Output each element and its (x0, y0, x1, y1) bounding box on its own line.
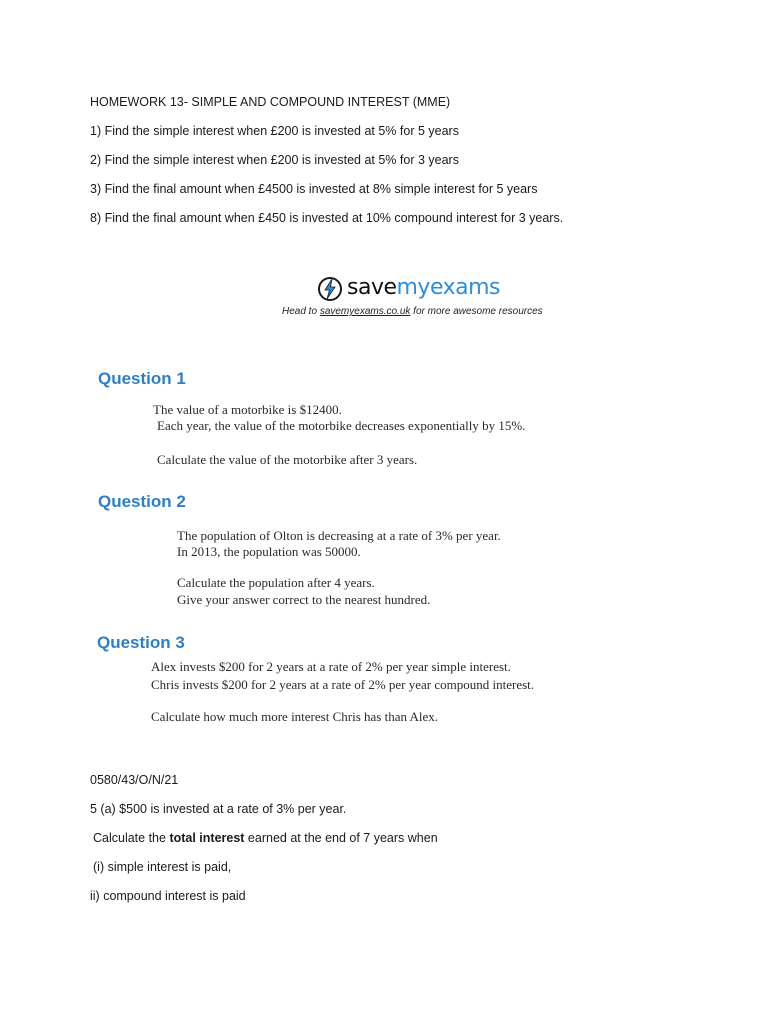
savemyexams-logo (317, 275, 507, 305)
question-2-line-2: In 2013, the population was 50000. (177, 544, 361, 559)
question-3-heading: Question 3 (97, 633, 185, 652)
question-1-line-2: Each year, the value of the motorbike decreases exponentially by 15%. (157, 418, 526, 433)
homework-question-8: 8) Find the final amount when £450 is invested at 10% compound interest for 3 years. (90, 211, 564, 225)
logo-my-text: my (396, 275, 430, 300)
question-3-line-3: Calculate how much more interest Chris has than Alex. (151, 709, 439, 724)
tagline-link[interactable]: savemyexams.co.uk (319, 306, 411, 317)
lightning-bolt-icon (317, 276, 343, 302)
paper-code: 0580/43/O/N/21 (90, 773, 179, 787)
question-3-line-1: Alex invests $200 for 2 years at a rate of 2% per year simple interest. (151, 659, 511, 674)
homework-question-1: 1) Find the simple interest when £200 is invested at 5% for 5 years (90, 124, 459, 138)
tagline-prefix: Head to (282, 306, 320, 317)
logo-exams-text: exams (429, 275, 500, 300)
question-1-line-3: Calculate the value of the motorbike after 3 years. (157, 452, 418, 467)
question-1-line-1: The value of a motorbike is $12400. (153, 402, 342, 417)
homework-title: HOMEWORK 13- SIMPLE AND COMPOUND INTEREST (MME) (90, 95, 451, 109)
homework-question-3: 3) Find the final amount when £4500 is invested at 8% simple interest for 5 years (90, 182, 538, 196)
question-2-line-1: The population of Olton is decreasing at a rate of 3% per year. (177, 528, 501, 543)
calculate-prefix: Calculate the (93, 831, 170, 845)
paper-part-i: (i) simple interest is paid, (93, 860, 232, 874)
logo-tagline (282, 306, 543, 317)
paper-question-5a: 5 (a) $500 is invested at a rate of 3% per year. (90, 802, 347, 816)
homework-question-2: 2) Find the simple interest when £200 is invested at 5% for 3 years (90, 153, 459, 167)
question-2-line-3: Calculate the population after 4 years. (177, 575, 375, 590)
tagline-suffix: for more awesome resources (410, 306, 543, 317)
total-interest-bold: total interest (169, 831, 245, 845)
question-2-heading: Question 2 (98, 492, 186, 511)
logo-save-text: save (347, 275, 397, 300)
question-3-line-2: Chris invests $200 for 2 years at a rate of 2% per year compound interest. (151, 677, 535, 692)
calculate-suffix: earned at the end of 7 years when (244, 831, 438, 845)
paper-part-ii: ii) compound interest is paid (90, 889, 246, 903)
question-2-line-4: Give your answer correct to the nearest hundred. (177, 592, 431, 607)
question-1-heading: Question 1 (98, 369, 186, 388)
paper-calculate-line (93, 831, 438, 845)
